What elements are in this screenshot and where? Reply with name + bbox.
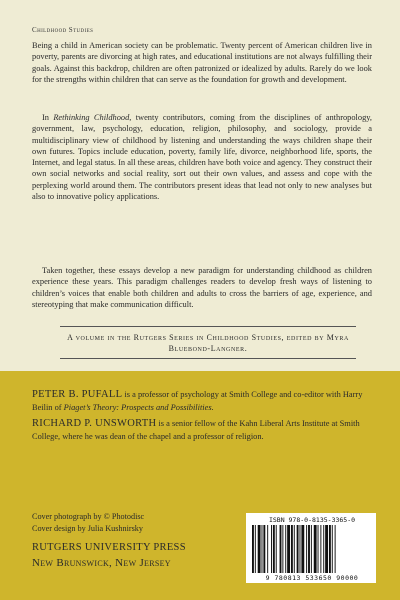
barcode-bar: [301, 525, 304, 573]
cover-design-credit: Cover design by Julia Kushnirsky: [32, 524, 143, 533]
editor-bio-1-text: is a professor of psychology at Smith College and co-editor with Harry Beilin of: [32, 390, 363, 412]
barcode-bar: [297, 525, 299, 573]
barcode-bar: [332, 525, 333, 573]
barcode-bar: [314, 525, 317, 573]
editor-bio-2-text: is a senior fellow of the Kahn Liberal Arts Institute at Smith College, where he was dean of the chapel and a professor of religion.: [32, 419, 360, 441]
description-paragraph-1: Being a child in American society can be problematic. Twenty percent of American children live in poverty, parents are divorcing at high rates, and educational institutions are not always fulfilling their goals. Against this backdrop, children are often patronized or idealized by adults. Rarely do we look for the strengths within children that can serve as the foundation for growth and development.: [32, 41, 372, 84]
barcode-bar: [329, 525, 331, 573]
barcode-bar: [318, 525, 319, 573]
barcode-bar: [267, 525, 268, 573]
barcode-bar: [335, 525, 336, 573]
barcode-bar: [287, 525, 290, 573]
publisher-name: RUTGERS UNIVERSITY PRESS: [32, 542, 186, 553]
barcode-bar: [263, 525, 265, 573]
book-title: Rethinking Childhood: [53, 113, 130, 122]
barcode-bar: [323, 525, 324, 573]
editor-bio-2: [32, 417, 372, 443]
barcode-bar: [320, 525, 321, 573]
barcode-bar: [273, 525, 275, 573]
isbn-label: ISBN 978-0-8135-3365-0: [268, 516, 356, 524]
barcode-bar: [276, 525, 277, 573]
barcode-bar: [252, 525, 254, 573]
barcode-bar: [311, 525, 312, 573]
publisher-location: New Brunswick, New Jersey: [32, 557, 171, 569]
barcode-price-code: 90000: [336, 574, 359, 582]
barcode-number: 9 780813 533650: [265, 574, 332, 582]
barcode-bar: [291, 525, 293, 573]
barcode-bar: [285, 525, 286, 573]
description-paragraph-3: Taken together, these essays develop a new paradigm for understanding childhood as children experience these years. This paradigm challenges readers to develop fresh ways of listening to children’s voices that enable both children and adults to cross the barriers of age, experience, and stereotyping that make communication difficult.: [32, 266, 372, 309]
editor-bio-1-book: Piaget’s Theory: Prospects and Possibilities.: [63, 403, 214, 412]
cover-photo-credit: Cover photograph by © Photodisc: [32, 512, 145, 521]
barcode-bar: [255, 525, 256, 573]
editor-bio-1: [32, 388, 372, 414]
barcode-bar: [282, 525, 283, 573]
paragraph-2-lead: In: [42, 113, 54, 122]
barcode-bar: [308, 525, 310, 573]
barcode-bar: [325, 525, 328, 573]
category-label: Childhood Studies: [32, 26, 94, 34]
barcode-digits: [250, 574, 374, 582]
barcode-bar: [271, 525, 272, 573]
barcode-bar: [306, 525, 307, 573]
barcode-bar: [280, 525, 282, 573]
paragraph-2-body: , twenty contributors, coming from the disciplines of anthropology, government, law, psychology, education, religion, philosophy, and sociology, provide a multidisciplinary view of childhood by listening and understanding the ways children shape their own futures. Topics include education, poverty, family life, divorce, neighborhood life, sports, the Internet, and legal status. In all these areas, children have both voice and agency. They construct their own social networks and social reality, sort out their own values, and assess and cope with the perplexing world around them. The contributors present ideas that lead not only to new analyses but also to innovative policy applications.: [32, 113, 372, 202]
series-note: A volume in the Rutgers Series in Childhood Studies, edited by Myra Bluebond-Langner.: [60, 326, 356, 359]
editor-name-2: RICHARD P. UNSWORTH: [32, 418, 157, 429]
isbn-barcode: [246, 513, 376, 583]
barcode-bar: [294, 525, 295, 573]
description-paragraph-2: [32, 112, 372, 202]
barcode-bar: [258, 525, 261, 573]
editor-name-1: PETER B. PUFALL: [32, 389, 123, 400]
barcode-bar: [262, 525, 263, 573]
barcode-bar: [300, 525, 301, 573]
barcode-bars: [252, 525, 372, 573]
